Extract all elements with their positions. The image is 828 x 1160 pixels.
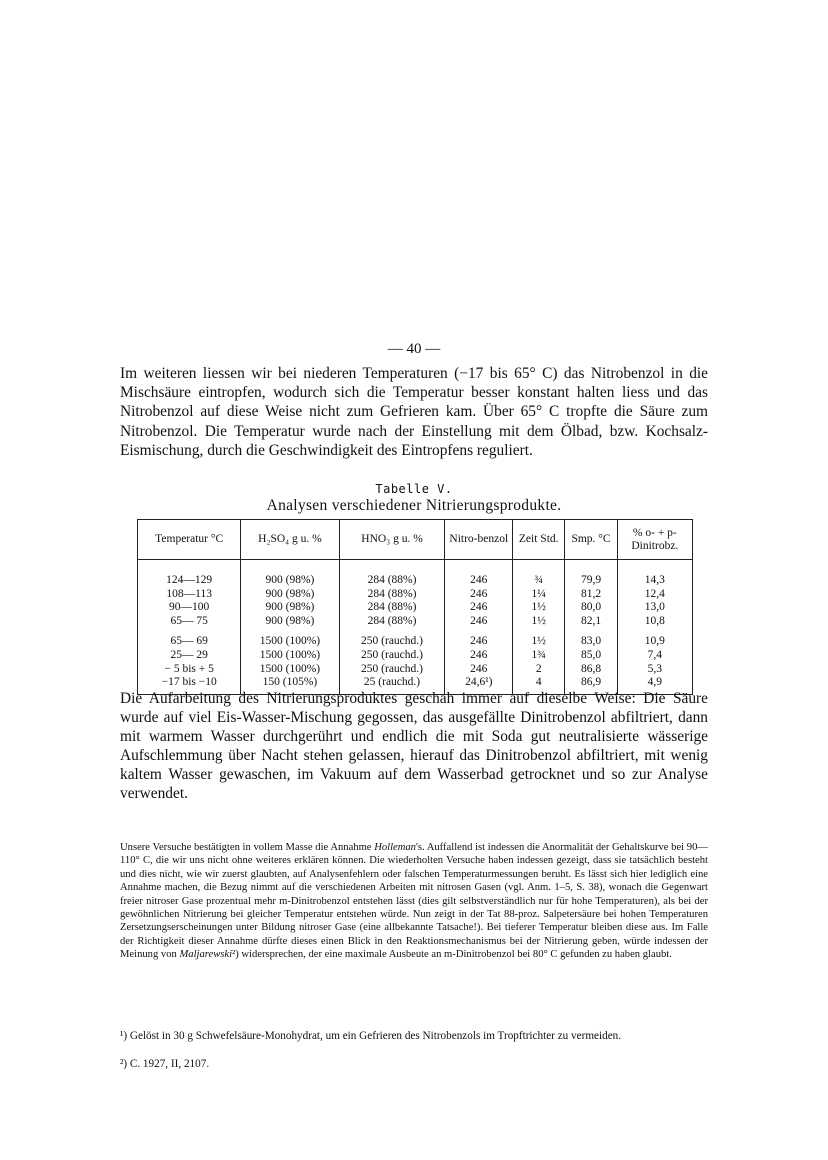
cell: 1½ bbox=[513, 628, 565, 649]
discussion-text: ²) widersprechen, der eine maximale Ausbeute an m-Dinitrobenzol bei 80° C gefunden zu haben glaubt. bbox=[232, 949, 672, 961]
cell: 2 bbox=[513, 663, 565, 677]
header-zeit: Zeit Std. bbox=[513, 520, 565, 560]
discussion-text: Unsere Versuche bestätigten in vollem Masse die Annahme bbox=[120, 842, 375, 853]
cell: 250 (rauchd.) bbox=[339, 663, 445, 677]
cell: 25 (rauchd.) bbox=[339, 676, 445, 694]
cell: 124—129 bbox=[138, 560, 241, 588]
footnote-2: ²) C. 1927, II, 2107. bbox=[120, 1058, 210, 1070]
cell: 900 (98%) bbox=[241, 601, 339, 615]
table-header-row bbox=[138, 520, 693, 560]
discussion-text: 's. Auffallend ist indessen die Anormalität der Gehaltskurve bei 90—110° C, die wir uns nicht ohne weiteres erklären können. Die wiederholten Versuche haben indessen gezeigt, dass sie tatsächlich besteht und dies nicht, wie wir zuerst glaubten, auf Analysenfehlern oder falschen Temperaturmessungen beruht. Es lässt sich hier lediglich eine Annahme machen, die Bezug nimmt auf die verschiedenen Arbeiten mit nitrosen Gasen (vgl. Anm. 1–5, S. 38), wonach die Gegenwart freier nitroser Gase prozentual mehr m-Dinitrobenzol entstehen lässt (dies gilt selbstverständlich nur für hohe Temperaturen), als bei der gewöhnlichen Nitrierung bei gleicher Temperatur entstehen würde. Nun zeigt in der Tat 88-proz. Salpetersäure bei hohen Temperaturen Zersetzungserscheinungen unter Bildung nitroser Gase (eine allbekannte Tatsache!). Bei tieferer Temperatur bleiben diese aus. Im Falle der Richtigkeit dieser Annahme dürfte dieses einen Blick in den Reaktionsmechanismus bei der Nitrierung geben, würde indessen der Meinung von bbox=[120, 842, 708, 961]
cell: 10,9 bbox=[617, 628, 692, 649]
cell: 150 (105%) bbox=[241, 676, 339, 694]
cell: 13,0 bbox=[617, 601, 692, 615]
cell: 284 (88%) bbox=[339, 615, 445, 629]
header-smp: Smp. °C bbox=[565, 520, 617, 560]
cell: 246 bbox=[445, 588, 513, 602]
table-title: Analysen verschiedener Nitrierungsprodukte. bbox=[266, 497, 562, 514]
cell: 900 (98%) bbox=[241, 615, 339, 629]
cell: 4,9 bbox=[617, 676, 692, 694]
cell: 5,3 bbox=[617, 663, 692, 677]
table-row bbox=[138, 628, 693, 649]
cell: 79,9 bbox=[565, 560, 617, 588]
cell: 246 bbox=[445, 615, 513, 629]
header-dinitrobz: % o- + p-Dinitrobz. bbox=[617, 520, 692, 560]
results-table bbox=[137, 519, 693, 695]
cell: 900 (98%) bbox=[241, 560, 339, 588]
cell: 14,3 bbox=[617, 560, 692, 588]
paragraph-workup: Die Aufarbeitung des Nitrierungsproduktes geschah immer auf dieselbe Weise: Die Säure wurde auf viel Eis-Wasser-Mischung gegossen, das ausgefällte Dinitrobenzol abfiltriert, dann mit warmem Wasser durchgerührt und endlich die mit Soda gut neutralisierte wässerige Aufschlemmung über Nacht stehen gelassen, hierauf das Dinitrobenzol abfiltriert, mit wenig kaltem Wasser gewaschen, im Vakuum auf dem Wasserbad getrocknet und so zur Analyse verwendet. bbox=[120, 690, 708, 802]
cell: 83,0 bbox=[565, 628, 617, 649]
author-name-maljarewski: Maljarewski bbox=[179, 949, 233, 961]
cell: 246 bbox=[445, 560, 513, 588]
cell: 1¾ bbox=[513, 649, 565, 663]
paragraph-discussion bbox=[120, 841, 708, 962]
cell: 1500 (100%) bbox=[241, 628, 339, 649]
cell: 1½ bbox=[513, 601, 565, 615]
table-row bbox=[138, 615, 693, 629]
cell: 86,8 bbox=[565, 663, 617, 677]
footnote-1: ¹) Gelöst in 30 g Schwefelsäure-Monohydrat, um ein Gefrieren des Nitrobenzols im Tropftrichter zu vermeiden. bbox=[120, 1030, 622, 1042]
author-name-holleman: Holleman bbox=[374, 842, 416, 853]
cell: 65— 69 bbox=[138, 628, 241, 649]
cell: 1¼ bbox=[513, 588, 565, 602]
cell: 284 (88%) bbox=[339, 588, 445, 602]
cell: 250 (rauchd.) bbox=[339, 628, 445, 649]
paragraph-intro: Im weiteren liessen wir bei niederen Temperaturen (−17 bis 65° C) das Nitrobenzol in die Mischsäure eintropfen, wodurch sich die Temperatur besser konstant halten liess und das Nitrobenzol auf diese Weise nicht zum Gefrieren kam. Über 65° C tropfte die Säure zum Nitrobenzol. Die Temperatur wurde nach der Einstellung mit dem Ölbad, bzw. Kochsalz-Eismischung, durch die Geschwindigkeit des Eintropfens reguliert. bbox=[120, 365, 708, 459]
header-hno3: HNO₃ g u. % bbox=[339, 520, 445, 560]
cell: 24,6¹) bbox=[445, 676, 513, 694]
table-row bbox=[138, 649, 693, 663]
cell: 1500 (100%) bbox=[241, 663, 339, 677]
cell: 246 bbox=[445, 663, 513, 677]
cell: 90—100 bbox=[138, 601, 241, 615]
table-label: Tabelle V. bbox=[375, 482, 453, 496]
header-h2so4: H₂SO₄ g u. % bbox=[241, 520, 339, 560]
cell: 7,4 bbox=[617, 649, 692, 663]
table-row bbox=[138, 560, 693, 588]
cell: 1½ bbox=[513, 615, 565, 629]
cell: 1500 (100%) bbox=[241, 649, 339, 663]
cell: 250 (rauchd.) bbox=[339, 649, 445, 663]
cell: 284 (88%) bbox=[339, 601, 445, 615]
cell: 82,1 bbox=[565, 615, 617, 629]
table-row bbox=[138, 601, 693, 615]
cell: 85,0 bbox=[565, 649, 617, 663]
cell: 12,4 bbox=[617, 588, 692, 602]
table-row bbox=[138, 663, 693, 677]
cell: 900 (98%) bbox=[241, 588, 339, 602]
cell: − 5 bis + 5 bbox=[138, 663, 241, 677]
cell: 4 bbox=[513, 676, 565, 694]
cell: −17 bis −10 bbox=[138, 676, 241, 694]
cell: 246 bbox=[445, 601, 513, 615]
cell: 246 bbox=[445, 649, 513, 663]
header-nitrobenzol: Nitro-benzol bbox=[445, 520, 513, 560]
cell: 25— 29 bbox=[138, 649, 241, 663]
cell: 81,2 bbox=[565, 588, 617, 602]
table-row bbox=[138, 588, 693, 602]
cell: ¾ bbox=[513, 560, 565, 588]
cell: 284 (88%) bbox=[339, 560, 445, 588]
page-number: — 40 — bbox=[387, 341, 441, 357]
header-temperatur: Temperatur °C bbox=[138, 520, 241, 560]
cell: 246 bbox=[445, 628, 513, 649]
cell: 86,9 bbox=[565, 676, 617, 694]
cell: 80,0 bbox=[565, 601, 617, 615]
cell: 108—113 bbox=[138, 588, 241, 602]
cell: 65— 75 bbox=[138, 615, 241, 629]
cell: 10,8 bbox=[617, 615, 692, 629]
